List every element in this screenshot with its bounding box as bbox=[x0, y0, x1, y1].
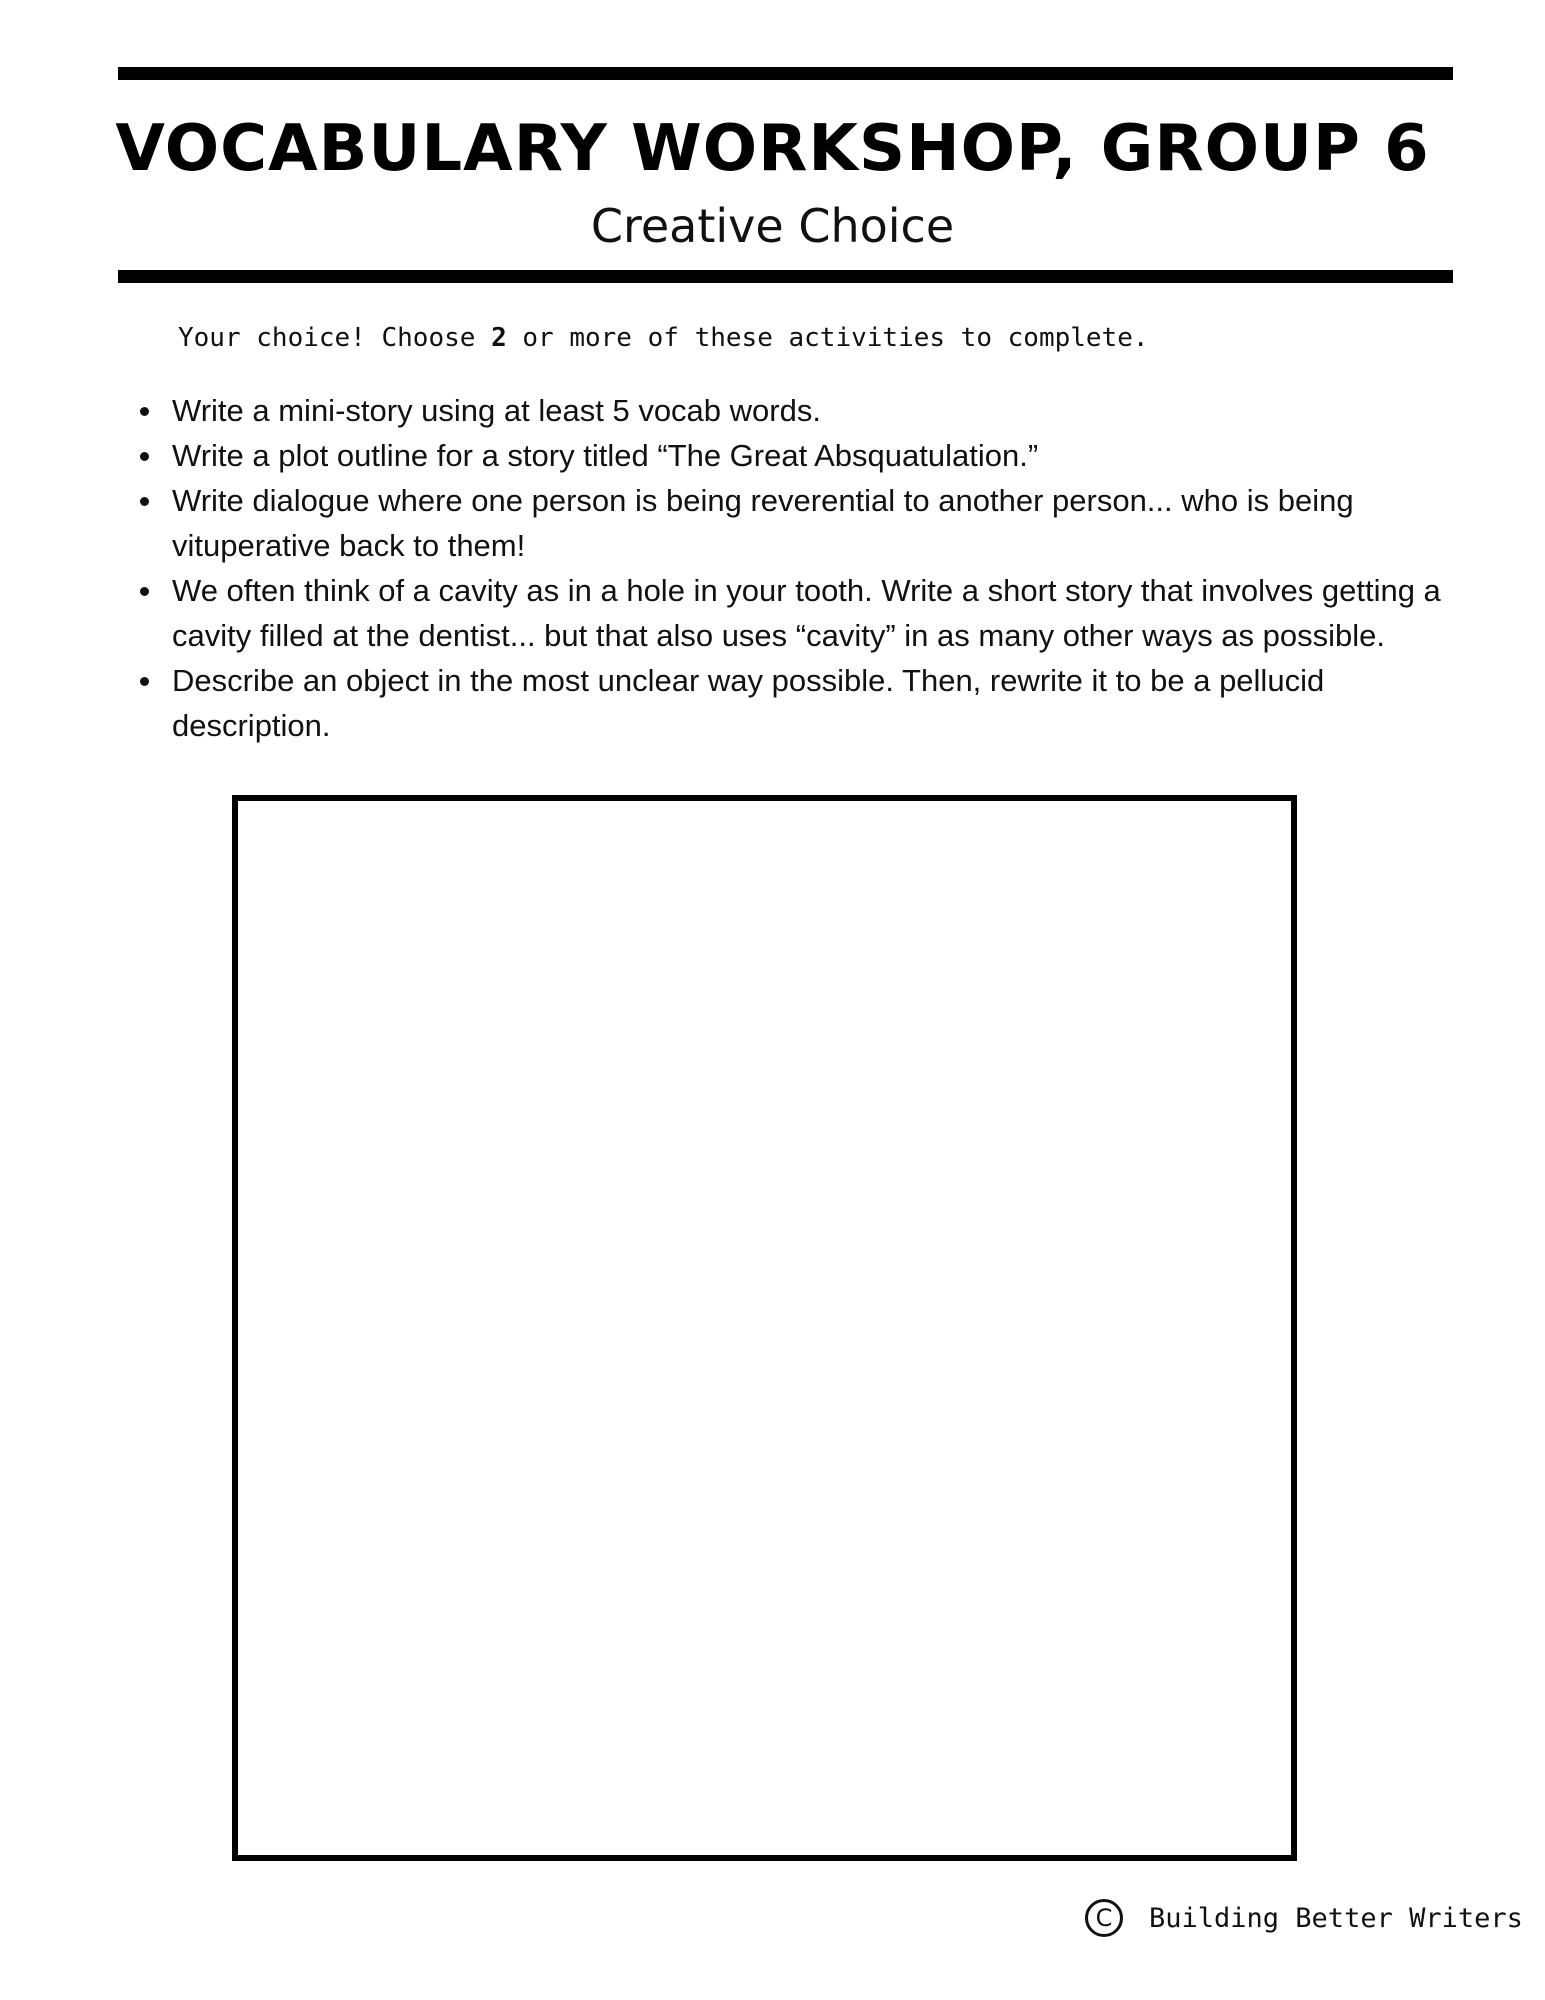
bullet-icon bbox=[140, 452, 149, 461]
instructions-count: 2 bbox=[491, 323, 507, 353]
bullet-icon bbox=[140, 587, 149, 596]
activity-item bbox=[134, 388, 1464, 433]
bullet-icon bbox=[140, 497, 149, 506]
instructions-tail: or more of these activities to complete. bbox=[506, 323, 1149, 353]
activity-text: Write dialogue where one person is being reverential to another person... who is being vituperative back to them! bbox=[172, 483, 1354, 563]
bullet-icon bbox=[140, 407, 149, 416]
activity-item bbox=[134, 568, 1464, 658]
activity-item bbox=[134, 478, 1464, 568]
answer-box[interactable] bbox=[232, 795, 1297, 1861]
bullet-icon bbox=[140, 677, 149, 686]
footer bbox=[1085, 1893, 1523, 1943]
header-top-rule bbox=[118, 67, 1453, 80]
activity-text: Write a plot outline for a story titled “The Great Absquatulation.” bbox=[172, 438, 1039, 473]
page-title: VOCABULARY WORKSHOP, GROUP 6 bbox=[115, 112, 1430, 186]
header-bottom-rule bbox=[118, 270, 1453, 283]
instructions bbox=[178, 318, 1149, 358]
activity-text: Write a mini-story using at least 5 vocab words. bbox=[172, 393, 821, 428]
activity-list bbox=[134, 388, 1464, 748]
footer-credit: Building Better Writers bbox=[1149, 1902, 1523, 1934]
page-subtitle: Creative Choice bbox=[590, 199, 955, 253]
instructions-lead: Your choice! Choose bbox=[178, 323, 492, 353]
copyright-icon: C bbox=[1085, 1899, 1123, 1937]
activity-item bbox=[134, 433, 1464, 478]
activity-item bbox=[134, 658, 1464, 748]
activity-text: Describe an object in the most unclear way possible. Then, rewrite it to be a pellucid description. bbox=[172, 663, 1325, 743]
activity-text: We often think of a cavity as in a hole in your tooth. Write a short story that involves getting a cavity filled at the dentist... but that also uses “cavity” in as many other ways as possible. bbox=[172, 573, 1441, 653]
